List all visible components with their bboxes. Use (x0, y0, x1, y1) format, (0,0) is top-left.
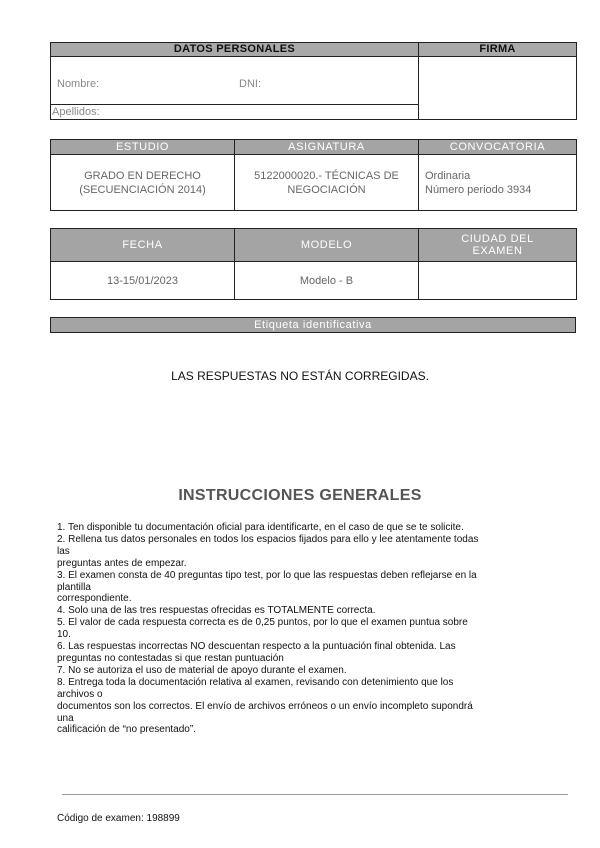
instruction-item: 1. Ten disponible tu documentación oficial para identificarte, en el caso de que se te solicite. (57, 522, 464, 533)
etiqueta-header: Etiqueta identificativa (51, 318, 576, 333)
fecha-header: FECHA (51, 229, 235, 262)
modelo-value: Modelo - B (235, 262, 419, 300)
answers-not-corrected-message: LAS RESPUESTAS NO ESTÁN CORREGIDAS. (171, 369, 429, 383)
instruction-item: 6. Las respuestas incorrectas NO descuentan respecto a la puntuación final obtenida. Las preguntas no contestadas si que restan puntuación (57, 641, 456, 664)
convocatoria-value: Ordinaria Número periodo 3934 (419, 155, 577, 211)
apellidos-label: Apellidos: (52, 106, 100, 118)
estudio-value: GRADO EN DERECHO (SECUENCIACIÓN 2014) (51, 155, 235, 211)
modelo-header: MODELO (235, 229, 419, 262)
etiqueta-table (50, 317, 576, 333)
nombre-label: Nombre: (57, 78, 100, 90)
personal-data-header: DATOS PERSONALES (51, 43, 419, 57)
personal-data-table (50, 42, 577, 120)
convocatoria-header: CONVOCATORIA (419, 140, 577, 155)
asignatura-value: 5122000020.- TÉCNICAS DE NEGOCIACIÓN (235, 155, 419, 211)
exam-code: Código de examen: 198899 (57, 813, 180, 824)
instruction-item: 3. El examen consta de 40 preguntas tipo test, por lo que las respuestas deben reflejarse en la plantilla correspondiente. (57, 569, 477, 605)
instructions-list (57, 522, 577, 736)
firma-header: FIRMA (419, 43, 577, 57)
firma-box[interactable] (419, 57, 577, 120)
instruction-item: 2. Rellena tus datos personales en todos los espacios fijados para ello y lee atentamente todas las preguntas antes de empezar. (57, 533, 479, 569)
instruction-item: 7. No se autoriza el uso de material de apoyo durante el examen. (57, 664, 347, 676)
apellidos-cell (51, 105, 419, 120)
study-table (50, 139, 577, 211)
fecha-value: 13-15/01/2023 (51, 262, 235, 300)
ciudad-value[interactable] (419, 262, 577, 300)
instruction-item: 5. El valor de cada respuesta correcta es de 0,25 puntos, por lo que el examen puntua sobre 10. (57, 617, 468, 641)
estudio-header: ESTUDIO (51, 140, 235, 155)
instruction-item: 8. Entrega toda la documentación relativa al examen, revisando con detenimiento que los archivos o documentos son los correctos. El envío de archivos erróneos o un envío incompleto supondrá una calificación de “no presentado”. (57, 676, 473, 736)
ciudad-header: CIUDAD DEL EXAMEN (419, 229, 577, 262)
instruction-item: 4. Solo una de las tres respuestas ofrecidas es TOTALMENTE correcta. (57, 605, 376, 617)
asignatura-header: ASIGNATURA (235, 140, 419, 155)
exam-info-table (50, 228, 577, 300)
instructions-title: INSTRUCCIONES GENERALES (178, 487, 422, 504)
name-dni-cell (51, 57, 419, 105)
divider (62, 794, 568, 795)
dni-label: DNI: (239, 78, 261, 90)
